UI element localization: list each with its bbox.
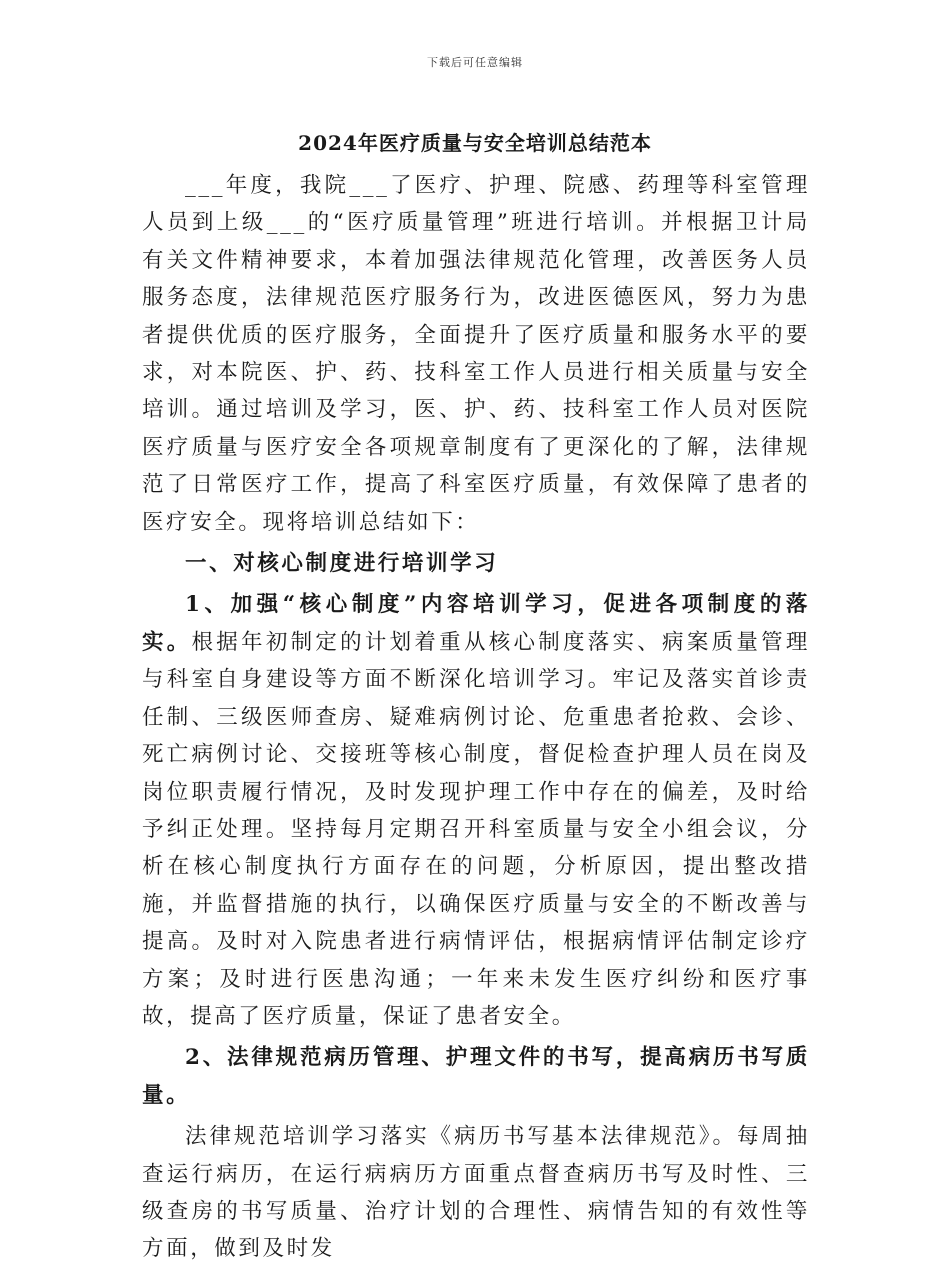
item-1-body: 根据年初制定的计划着重从核心制度落实、病案质量管理与科室自身建设等方面不断深化培训学习。牢记及落实首诊责任制、三级医师查房、疑难病例讨论、危重患者抢救、会诊、死亡病例讨论、交接班等核心制度，督促检查护理人员在岗及岗位职责履行情况，及时发现护理工作中存在的偏差，及时给予纠正处理。坚持每月定期召开科室质量与安全小组会议，分析在核心制度执行方面存在的问题，分析原因，提出整改措施，并监督措施的执行，以确保医疗质量与安全的不断改善与提高。及时对入院患者进行病情评估，根据病情评估制定诊疗方案；及时进行医患沟通；一年来未发生医疗纠纷和医疗事故，提高了医疗质量，保证了患者安全。 bbox=[142, 629, 810, 1029]
item-2-heading: 2、法律规范病历管理、护理文件的书写，提高病历书写质量。 bbox=[142, 1045, 810, 1108]
document-title: 2024年医疗质量与安全培训总结范本 bbox=[298, 131, 652, 155]
item-1-paragraph bbox=[142, 586, 810, 1035]
section-heading-1: 一、对核心制度进行培训学习 bbox=[185, 551, 499, 577]
item-1-lead: 1、加强“核心制度”内容培训学习，促进各项制度的落实。 bbox=[142, 592, 810, 655]
item-2-paragraph: 法律规范培训学习落实《病历书写基本法律规范》。每周抽查运行病历，在运行病病历方面重点督查病历书写及时性、三级查房的书写质量、治疗计划的合理性、病情告知的有效性等方面，做到及时发 bbox=[142, 1124, 810, 1262]
header-note: 下载后可任意编辑 bbox=[427, 56, 523, 69]
document-body bbox=[142, 167, 810, 1268]
intro-paragraph: ___年度，我院___了医疗、护理、院感、药理等科室管理人员到上级___的“医疗质量管理”班进行培训。并根据卫计局有关文件精神要求，本着加强法律规范化管理，改善医务人员服务态度，法律规范医疗服务行为，改进医德医风，努力为患者提供优质的医疗服务，全面提升了医疗质量和服务水平的要求，对本院医、护、药、技科室工作人员进行相关质量与安全培训。通过培训及学习，医、护、药、技科室工作人员对医院医疗质量与医疗安全各项规章制度有了更深化的了解，法律规范了日常医疗工作，提高了科室医疗质量，有效保障了患者的医疗安全。现将培训总结如下： bbox=[142, 173, 810, 535]
